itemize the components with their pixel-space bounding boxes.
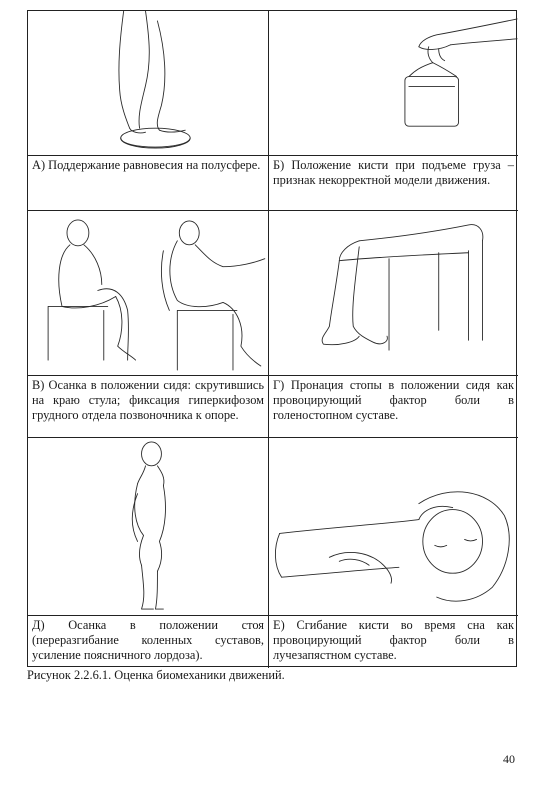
illustration-f-sleeping — [269, 438, 518, 616]
caption-d: Г) Пронация стопы в положении сидя как провоцирующий фактор боли в голеностопном суставе. — [269, 376, 518, 438]
sleeping-figure-drawing — [269, 438, 518, 615]
illustration-a-balance-hemisphere — [28, 11, 269, 156]
seated-legs-drawing — [269, 211, 518, 375]
sitting-figures-drawing — [28, 211, 268, 375]
standing-figure-drawing — [28, 438, 268, 615]
caption-f: Е) Сгибание кисти во время сна как провоцирующий фактор боли в лучезапястном суставе. — [273, 618, 514, 662]
page-number: 40 — [503, 752, 515, 766]
legs-on-hemisphere-drawing — [28, 11, 268, 155]
illustration-c-sitting-posture — [28, 211, 269, 376]
illustration-b-lifting-bag — [269, 11, 518, 156]
illustration-e-standing-posture — [28, 438, 269, 616]
caption-e: Д) Осанка в положении стоя (переразгибание коленных суставов, усиление поясничного лордоза). — [28, 616, 269, 668]
caption-a: А) Поддержание равновесия на полусфере. — [28, 156, 269, 211]
figure-caption: Рисунок 2.2.6.1. Оценка биомеханики движений. — [27, 668, 285, 682]
illustration-d-foot-pronation — [269, 211, 518, 376]
caption-c: В) Осанка в положении сидя: скрутившись на краю стула; фиксация гиперкифозом грудного отдела позвоночника к опоре. — [28, 376, 269, 438]
hand-lifting-bag-drawing — [269, 11, 518, 155]
caption-b: Б) Положение кисти при подъеме груза – признак некорректной модели движения. — [269, 156, 518, 211]
figure-grid — [27, 10, 517, 667]
